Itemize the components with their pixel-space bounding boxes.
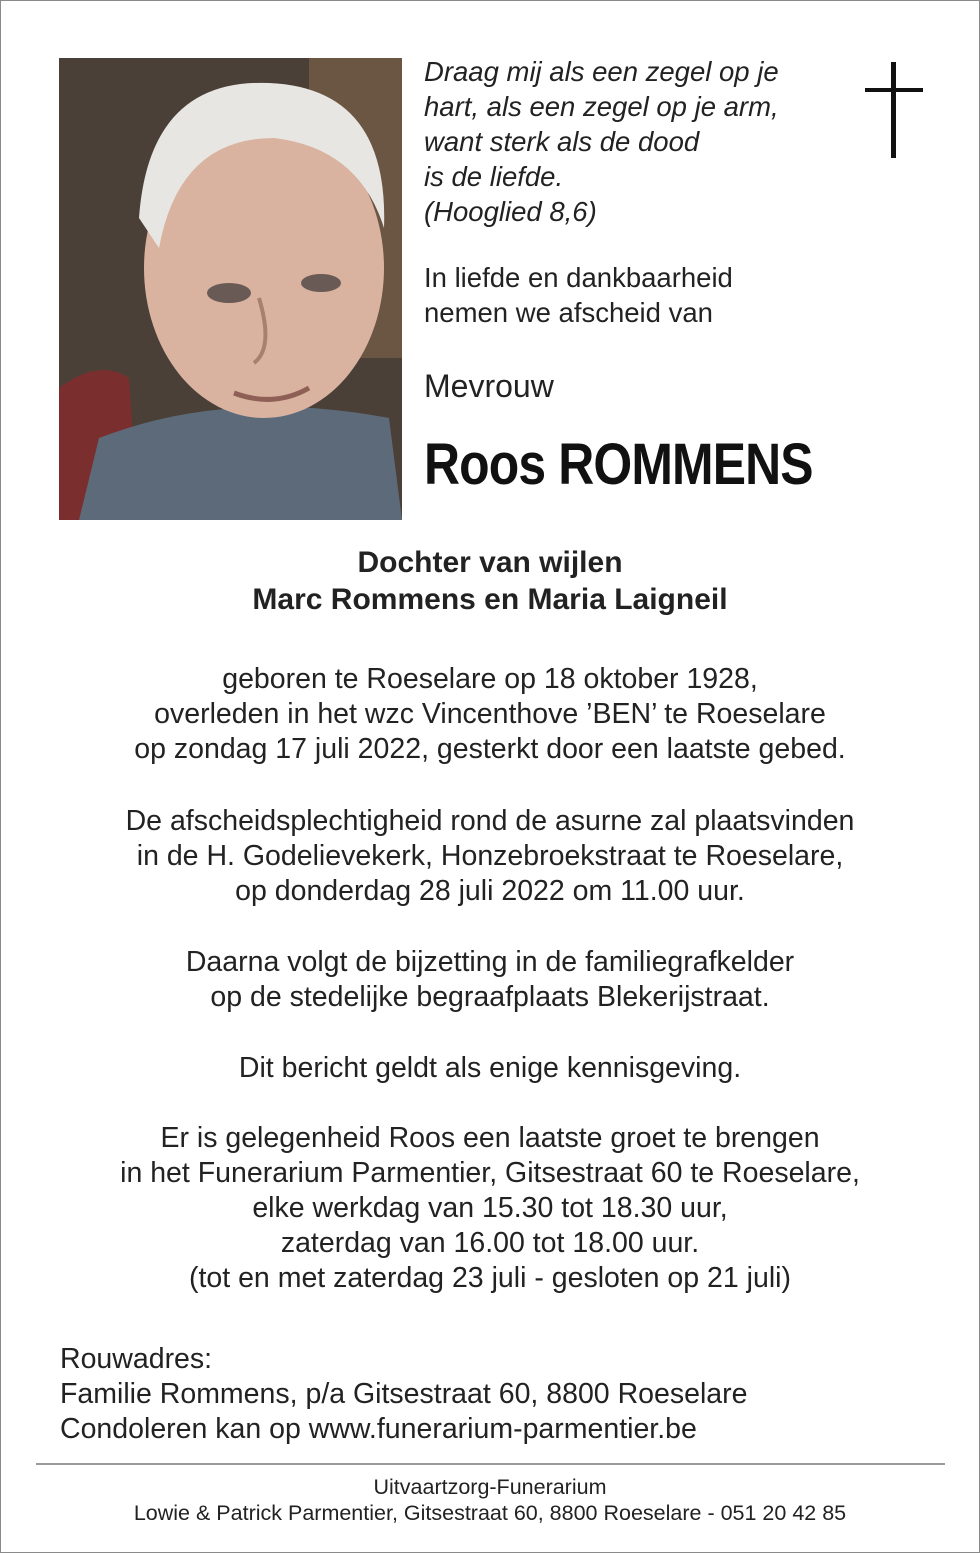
quote-reference: (Hooglied 8,6) (424, 196, 597, 227)
text-line: in de H. Godelievekerk, Honzebroekstraat te Roeselare, (136, 840, 844, 872)
mourning-address (60, 1342, 960, 1447)
text-line: Er is gelegenheid Roos een laatste groet te brengen (160, 1122, 820, 1154)
intro-line: In liefde en dankbaarheid (424, 262, 733, 293)
intro-text (424, 260, 904, 330)
text-line: De afscheidsplechtigheid rond de asurne zal plaatsvinden (125, 805, 855, 837)
text-line: in het Funerarium Parmentier, Gitsestraat 60 te Roeselare, (120, 1157, 860, 1189)
footer (0, 1474, 980, 1526)
notice-text (0, 1051, 980, 1086)
cross-icon (865, 62, 923, 158)
deceased-name: Roos ROMMENS (424, 432, 813, 497)
quote-line: want sterk als de dood (424, 126, 700, 157)
burial-info (0, 945, 980, 1015)
text-line: Daarna volgt de bijzetting in de familiegrafkelder (185, 946, 795, 978)
address-line: Familie Rommens, p/a Gitsestraat 60, 8800 Roeselare (60, 1378, 748, 1410)
parents-names: Marc Rommens en Maria Laigneil (252, 583, 728, 616)
birth-death-info (0, 662, 980, 767)
parents-heading (0, 544, 980, 618)
text-line: op de stedelijke begraafplaats Blekerijstraat. (210, 981, 770, 1013)
text-line: geboren te Roeselare op 18 oktober 1928, (222, 663, 758, 695)
text-line: Dit bericht geldt als enige kennisgeving. (238, 1052, 742, 1084)
text-line: (tot en met zaterdag 23 juli - gesloten op 21 juli) (188, 1262, 791, 1294)
text-line: op donderdag 28 juli 2022 om 11.00 uur. (235, 875, 745, 907)
text-line: op zondag 17 juli 2022, gesterkt door een laatste gebed. (134, 733, 846, 765)
funeral-home-contact: Lowie & Patrick Parmentier, Gitsestraat 60, 8800 Roeselare - 051 20 42 85 (133, 1501, 847, 1525)
condolence-line: Condoleren kan op www.funerarium-parmentier.be (60, 1413, 697, 1445)
text-line: overleden in het wzc Vincenthove ’BEN’ te Roeselare (154, 698, 826, 730)
salutation: Mevrouw (424, 368, 554, 404)
text-line: elke werkdag van 15.30 tot 18.30 uur, (252, 1192, 728, 1224)
ceremony-info (0, 804, 980, 909)
bible-quote (424, 54, 854, 229)
quote-line: hart, als een zegel op je arm, (424, 91, 779, 122)
portrait-photo (59, 58, 402, 520)
funeral-home-title: Uitvaartzorg-Funerarium (373, 1475, 607, 1499)
intro-line: nemen we afscheid van (424, 297, 713, 328)
visitation-info (0, 1121, 980, 1296)
text-line: zaterdag van 16.00 tot 18.00 uur. (280, 1227, 700, 1259)
quote-line: Draag mij als een zegel op je (424, 56, 779, 87)
quote-line: is de liefde. (424, 161, 564, 192)
parents-line: Dochter van wijlen (357, 546, 623, 579)
address-label: Rouwadres: (60, 1343, 213, 1375)
divider (36, 1463, 945, 1465)
